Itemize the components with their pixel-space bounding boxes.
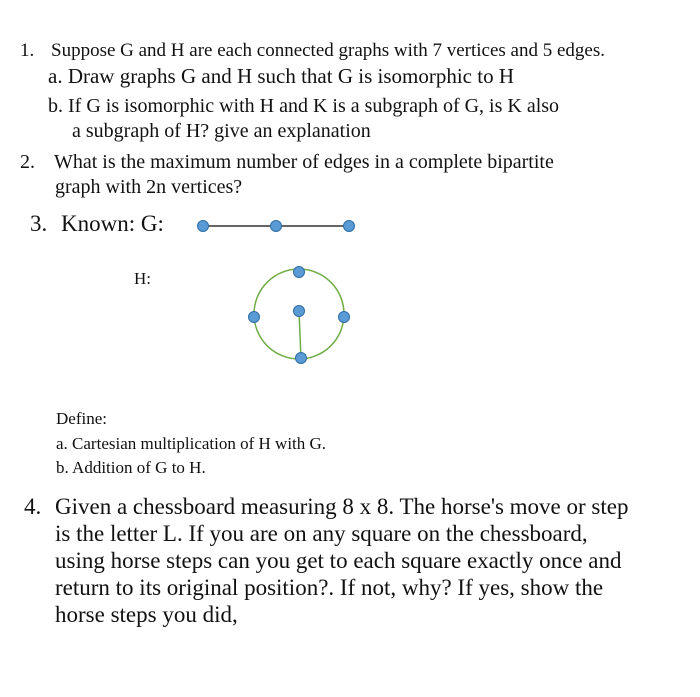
q3-known: Known: G: [61, 211, 164, 236]
q3-a: a. Cartesian multiplication of H with G. [56, 434, 327, 453]
graph-g-vertex [271, 221, 282, 232]
q4-line [24, 494, 628, 520]
q2-text: What is the maximum number of edges in a complete bipartite [54, 151, 554, 173]
graph-h-vertex [294, 267, 305, 278]
graph-g-vertex [344, 221, 355, 232]
q4-number: 4. [24, 494, 42, 519]
q3-define: Define: [56, 409, 107, 428]
graph-h-vertex [296, 353, 307, 364]
q4-line5: horse steps you did, [55, 602, 238, 627]
q3-number: 3. [30, 211, 48, 236]
graph-h-vertex [294, 306, 305, 317]
q4-line4: return to its original position?. If not, why? If yes, show the [55, 575, 604, 600]
q2-text-cont: graph with 2n vertices? [55, 176, 243, 198]
q2-number: 2. [20, 151, 35, 173]
graph-h-vertex [249, 312, 260, 323]
q3-b: b. Addition of G to H. [56, 458, 206, 477]
q1-text: Suppose G and H are each connected graphs with 7 vertices and 5 edges. [51, 40, 605, 61]
q4-line3: using horse steps can you get to each square exactly once and [55, 548, 622, 573]
q3-h-label: H: [134, 269, 151, 288]
q1-b: b. If G is isomorphic with H and K is a subgraph of G, is K also [48, 95, 560, 117]
q1-number: 1. [20, 40, 35, 61]
graph-g-vertex [198, 221, 209, 232]
q4-line2: is the letter L. If you are on any square on the chessboard, [55, 521, 588, 546]
q1-a: a. Draw graphs G and H such that G is isomorphic to H [48, 64, 514, 88]
graph-h-vertex [339, 312, 350, 323]
graph-h [249, 267, 350, 364]
q1-b-cont: a subgraph of H? give an explanation [72, 120, 371, 142]
q4-line1: Given a chessboard measuring 8 x 8. The horse's move or step [55, 494, 629, 519]
graph-g [198, 221, 355, 232]
graph-h-spoke [299, 311, 301, 359]
